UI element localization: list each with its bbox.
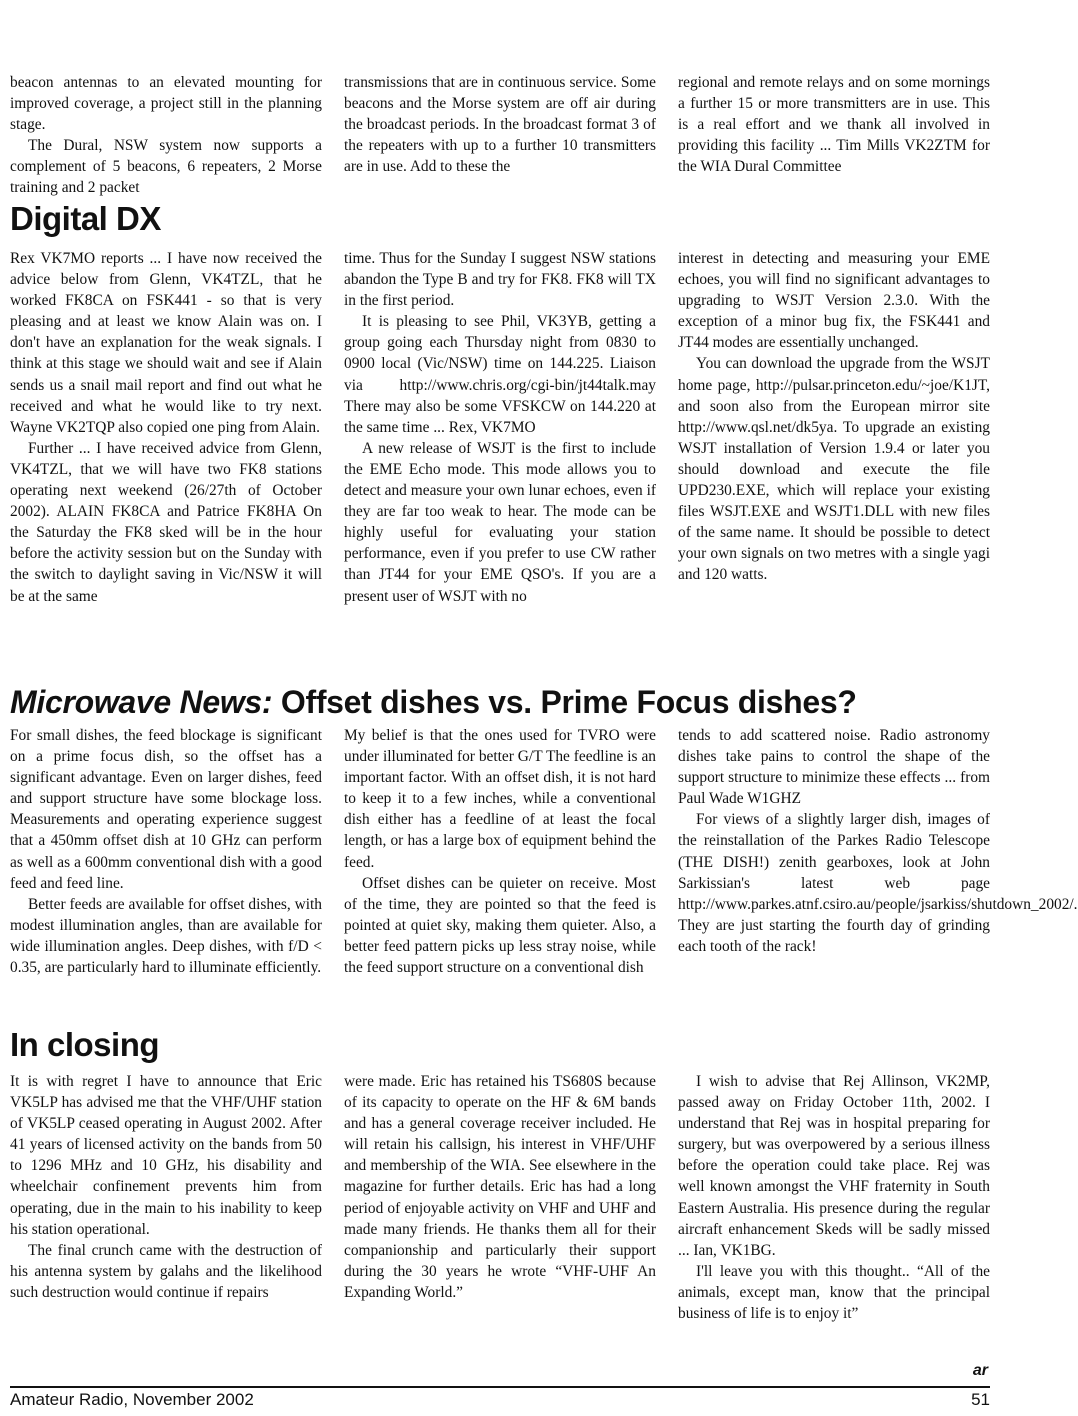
closing-section: [10, 1071, 990, 1324]
paragraph: The Dural, NSW system now supports a complement of 5 beacons, 6 repeaters, 2 Morse training and 2 packet: [10, 137, 322, 197]
digital-dx-column-3: [678, 248, 990, 607]
microwave-section: [10, 725, 1078, 978]
paragraph: transmissions that are in continuous service. Some beacons and the Morse system are off air during the broadcast periods. In the broadcast format 3 of the repeaters with up to a further 10 transmitters are in use. Add to these the: [344, 74, 656, 176]
footer-publication: Amateur Radio, November 2002: [10, 1390, 254, 1409]
paragraph: Better feeds are available for offset dishes, with modest illumination angles, than are available for wide illumination angles. Deep dishes, with f/D < 0.35, are particularly hard to illuminate efficiently.: [10, 895, 322, 977]
paragraph: regional and remote relays and on some mornings a further 15 or more transmitters are in use. This is a real effort and we thank all involved in providing this facility ... Tim Mills VK2ZTM for the WIA Dural Committee: [678, 74, 990, 176]
paragraph: It is with regret I have to announce that Eric VK5LP has advised me that the VHF/UHF station of VK5LP ceased operating in August 2002. After 41 years of licensed activity on the bands from 50 to 1296 MHz and 10 GHz, his disability and wheelchair confinement prevents him from operating, due in the main to his inability to keep his station operational.: [10, 1073, 322, 1238]
paragraph: Rex VK7MO reports ... I have now received the advice below from Glenn, VK4TZL, that he worked FK8CA on FSK441 - so that is very pleasing and at least we know Alain was on. I don't have an explanation for the weak signals. I think at this stage we should wait and see if Alain sends us a snail mail report and find out what he received and what he would like to try next. Wayne VK2TQP also copied one ping from Alain.: [10, 250, 322, 436]
paragraph: My belief is that the ones used for TVRO were under illuminated for better G/T The feedline is an important factor. With an offset dish, it is not hard to keep it to a few inches, while a conventional dish either has a feedline of at least the focal length, or has a large box of equipment behind the feed.: [344, 727, 656, 871]
paragraph: It is pleasing to see Phil, VK3YB, getting a group going each Thursday night from 0830 to 0900 local (Vic/NSW) time on 144.225. Liaison via http://www.chris.org/cgi-bin/jt44talk.may There may also be some VFSKCW on 144.220 at the same time ... Rex, VK7MO: [344, 313, 656, 436]
paragraph: Offset dishes can be quieter on receive. Most of the time, they are pointed so that the feed is pointed at quiet sky, making them quieter. Also, a better feed pattern picks up less stray noise, while the feed support structure on a conventional dish: [344, 874, 656, 977]
paragraph: The final crunch came with the destruction of his antenna system by galahs and the likelihood such destruction would continue if repairs: [10, 1241, 322, 1301]
paragraph: You can download the upgrade from the WSJT home page, http://pulsar.princeton.edu/~joe/K1JT, and soon also from the European mirror site http://www.qsl.net/dk5ya. To upgrade an existing WSJT installation of Version 1.9.4 or later you should download and execute the file UPD230.EXE, which will replace your existing files WSJT.EXE and WSJT1.DLL with new files of the same name. It should be possible to detect your own signals on two metres with a single yagi and 120 watts.: [678, 355, 990, 584]
beacons-section: [10, 72, 990, 199]
section-title-digital-dx: Digital DX: [10, 200, 161, 237]
page-footer: [10, 1390, 990, 1410]
title-rest: Offset dishes vs. Prime Focus dishes?: [272, 684, 857, 720]
paragraph: A new release of WSJT is the first to include the EME Echo mode. This mode allows you to detect and measure your own lunar echoes, even if they are far too weak to hear. The mode can be highly useful for evaluating your station performance, even if you prefer to use CW rather than JT44 for your EME QSO's. If you are a present user of WSJT with no: [344, 439, 656, 605]
section-title-microwave-news: [10, 684, 857, 721]
paragraph: For views of a slightly larger dish, images of the reinstallation of the Parkes Radio Telescope (THE DISH!) zenith gearboxes, look at John Sarkissian's latest web page http://www.parkes.atnf.csiro.au/people/jsarkiss/shutdown_2002/. They are just starting the fourth day of grinding each tooth of the rack!: [678, 811, 1078, 955]
paragraph: I wish to advise that Rej Allinson, VK2MP, passed away on Friday October 11th, 2002. I understand that Rej was in hospital preparing for surgery, but was overpowered by a serious illness before the operation could take place. Rej was well known amongst the VHF fraternity in South Eastern Australia. His presence during the regular aircraft enhancement Skeds will be sadly missed ... Ian, VK1BG.: [678, 1073, 990, 1259]
paragraph: interest in detecting and measuring your EME echoes, you will find no significant advantages to upgrading to WSJT Version 2.3.0. With the exception of a minor bug fix, the FSK441 and JT44 modes are essentially unchanged.: [678, 250, 990, 352]
beacons-column-1: [10, 72, 322, 199]
paragraph: tends to add scattered noise. Radio astronomy dishes take pains to control the shape of the support structure to minimize these effects ... from Paul Wade W1GHZ: [678, 727, 990, 808]
beacons-column-3: [678, 72, 990, 199]
footer-divider: [10, 1386, 990, 1388]
paragraph: For small dishes, the feed blockage is significant on a prime focus dish, so the offset has a significant advantage. Even on larger dishes, feed and support structure have some blockage loss. Measurements and operating experience suggest that a 450mm offset dish at 10 GHz can perform as well as a 600mm conventional dish with a good feed and feed line.: [10, 727, 322, 892]
closing-column-3: [678, 1071, 990, 1324]
digital-dx-section: [10, 248, 990, 607]
microwave-column-2: [344, 725, 656, 978]
paragraph: Further ... I have received advice from Glenn, VK4TZL, that we will have two FK8 stations operating next weekend (26/27th of October 2002). ALAIN FK8CA and Patrice FK8HA On the Saturday the FK8 sked will be in the hour before the activity session but on the Sunday with the switch to daylight saving in Vic/NSW it will be at the same: [10, 439, 322, 605]
digital-dx-column-1: [10, 248, 322, 607]
digital-dx-column-2: [344, 248, 656, 607]
section-title-in-closing: In closing: [10, 1026, 160, 1063]
paragraph: beacon antennas to an elevated mounting for improved coverage, a project still in the planning stage.: [10, 74, 322, 134]
closing-column-1: [10, 1071, 322, 1324]
end-mark: ar: [972, 1362, 988, 1379]
microwave-column-1: [10, 725, 322, 978]
page-number: 51: [971, 1390, 990, 1409]
closing-column-2: [344, 1071, 656, 1324]
beacons-column-2: [344, 72, 656, 199]
paragraph: time. Thus for the Sunday I suggest NSW stations abandon the Type B and try for FK8. FK8 will TX in the first period.: [344, 250, 656, 310]
microwave-column-3: [678, 725, 1078, 978]
title-lead: Microwave News:: [10, 684, 273, 720]
paragraph: I'll leave you with this thought.. “All of the animals, except man, know that the principal business of life is to enjoy it”: [678, 1262, 990, 1323]
paragraph: were made. Eric has retained his TS680S because of its capacity to operate on the HF & 6M bands and has a general coverage receiver included. He will retain his callsign, his interest in VHF/UHF and membership of the WIA. See elsewhere in the magazine for further details. Eric has had a long period of enjoyable activity on VHF and UHF and made many friends. He thanks them all for their companionship and particularly their support during the 30 years he wrote “VHF-UHF An Expanding World.”: [344, 1073, 656, 1301]
